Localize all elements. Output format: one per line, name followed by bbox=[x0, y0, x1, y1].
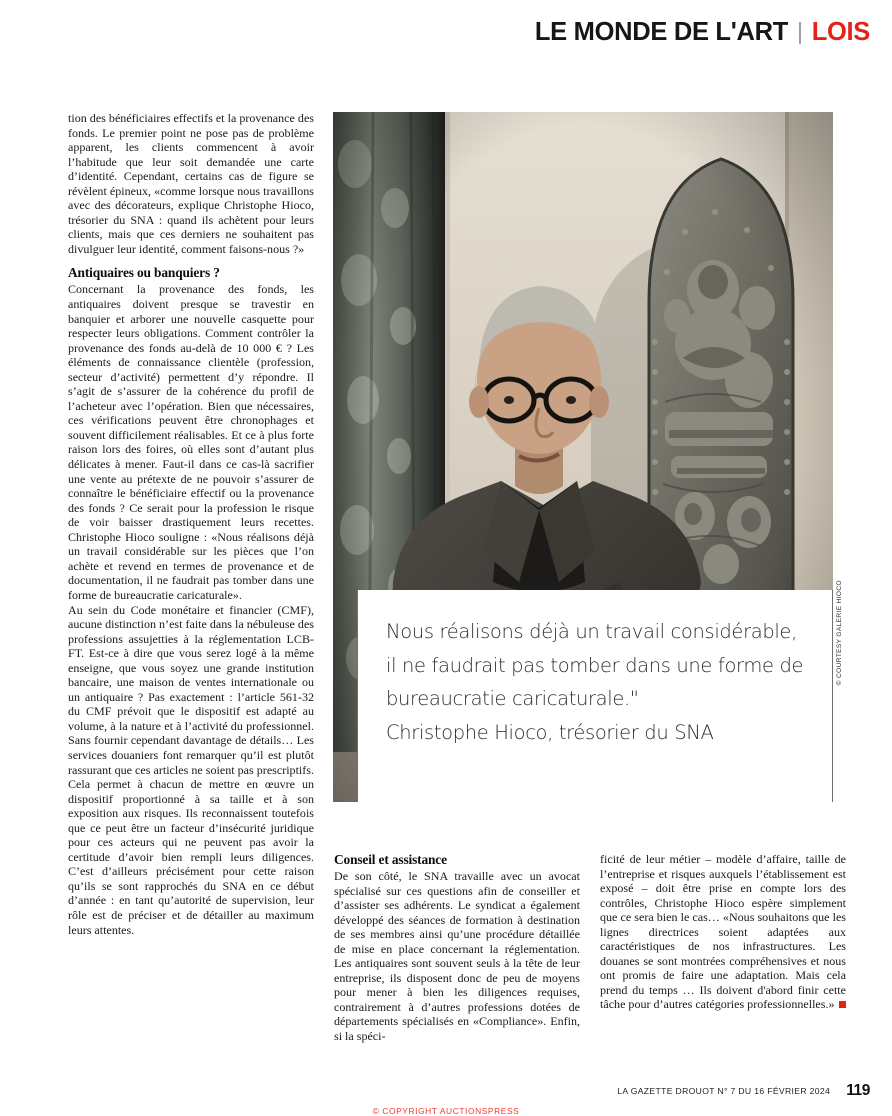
paragraph-conseil-continued-text: ficité de leur métier – modèle d’affaire, taille de l’entreprise et risques auxquels l’établissement est exposé – doit être prise en compte lors des contrôles, Christophe Hioco espère simplement que ce sera bien le cas… «Nous souhaitons que les lignes directrices soient adaptées aux caractéristiques de nos infrastructures. Les douanes se sont montrées compréhensives et nous ont promis de faire une adaptation. Mais cela prend du temps … Ils doivent d'abord finir cette tâche pour d’autres catégories professionnelles.» bbox=[600, 852, 846, 1012]
pull-quote-right-rule bbox=[832, 590, 833, 802]
section-heading-antiquaires: Antiquaires ou banquiers ? bbox=[68, 265, 220, 281]
pull-quote-attribution: Christophe Hioco, trésorier du SNA bbox=[386, 720, 714, 744]
paragraph-antiquaires-1: Concernant la provenance des fonds, les antiquaires doivent presque se travestir en banquier et arborer une nouvelle casquette pour respecter leurs obligations. Comment contrôler la provenance des fonds au-delà de 10 000 € ? Les éléments de connaissance clientèle (profession, secteur d’activité) permettent d’y répondre. Il s’agit de s’assurer de la cohérence du profil de l’acheteur avec l’opération. Bien que nécessaires, ces vérifications peuvent être chronophages et souvent difficilement réalisables. Et ce à plus forte raison lors des foires, où elles sont d’autant plus délicates à mener. Faut-il dans ce cas-là sacrifier une vente au prétexte de ne pouvoir s’assurer de connaître le bénéficiaire effectif ou la provenance des fonds ? Ce serait pour la profession le risque de voir baisser drastiquement leurs recettes. Christophe Hioco souligne : «Nous réalisons déjà un travail considérable sur les pièces que l’on achète et revend en termes de provenance et de documentation, il ne faudrait pas tomber dans une forme de bureaucratie caricaturale». bbox=[68, 282, 314, 602]
paragraph-conseil: De son côté, le SNA travaille avec un avocat spécialisé sur ces questions afin de conseiller et d’assister ses adhérents. Le syndicat a également développé des séances de formation à destination de ses membres ainsi qu’une procédure détaillée de mise en place concernant la réglementation. Les antiquaires sont souvent seuls à la tête de leur entreprise, ils disposent donc de peu de moyens pour mener à bien les diligences requises, contrairement à d’autres professions dotées de départements spécialisés en «Compliance». Enfin, si la spéci- bbox=[334, 869, 580, 1044]
section-heading-conseil: Conseil et assistance bbox=[334, 852, 447, 867]
masthead bbox=[535, 18, 870, 47]
article-left-column bbox=[68, 111, 314, 937]
article-bottom-right-column bbox=[600, 852, 846, 1012]
article-bottom-middle-column bbox=[334, 852, 580, 1044]
masthead-separator: | bbox=[797, 18, 803, 44]
masthead-accent-label: LOIS bbox=[811, 18, 870, 46]
pull-quote-left-rule bbox=[357, 590, 358, 802]
masthead-title: LE MONDE DE L'ART bbox=[534, 18, 788, 46]
end-mark bbox=[839, 1001, 846, 1008]
copyright-watermark: © COPYRIGHT AUCTIONSPRESS bbox=[372, 1106, 520, 1116]
pull-quote-body: Nous réalisons déjà un travail considérable, il ne faudrait pas tomber dans une forme de bureaucratie caricaturale." bbox=[386, 620, 804, 710]
paragraph-antiquaires-2: Au sein du Code monétaire et financier (CMF), aucune distinction n’est faite dans la nébuleuse des professions assujetties à la réglementation LCB-FT. Est-ce à dire que vous serez logé à la même enseigne, que vous soyez une grande institution bancaire, une maison de ventes internationale ou un antiquaire ? Pas exactement : l’article 561-32 du CMF prévoit que le dispositif est adapté au volume, à la nature et à l’activité du professionnel. Sans fournir cependant davantage de détails… Les services douaniers font remarquer qu’il est plutôt rassurant que ces articles ne soient pas prescriptifs. Cela permet à chacun de mettre en œuvre un dispositif proportionné à sa taille et à son exposition aux risques. Ils reconnaissent toutefois que ce peut être un facteur d’insécurité juridique pour ces acteurs qui ne peuvent pas avoir la certitude d’avoir bien rempli leurs diligences. C’est d’ailleurs précisément pour cette raison qu’ils se sont rapprochés du SNA en ce début d’année : en tant qu’autorité de supervision, leur rôle est de préciser et de détailler au maximum leurs attentes. bbox=[68, 602, 314, 937]
pull-quote-text bbox=[386, 615, 806, 749]
page-footer bbox=[617, 1082, 870, 1100]
paragraph-intro: tion des bénéficiaires effectifs et la provenance des fonds. Le premier point ne pose pas de problème apparent, les clients commencent à avoir l’habitude que leur soit demandée une carte d’identité. Cependant, certains cas de figure se révèlent épineux, «comme lorsque nous travaillons avec des décorateurs, explique Christophe Hioco, trésorier du SNA : quand ils achètent pour leurs clients, mais que ces derniers ne souhaitent pas divulguer leur identité, comment faisons-nous ?» bbox=[68, 111, 314, 256]
photo-credit: © COURTESY GALERIE HIOCO bbox=[836, 580, 843, 686]
pull-quote bbox=[357, 590, 833, 802]
footer-publication-line: LA GAZETTE DROUOT N° 7 DU 16 FÉVRIER 2024 bbox=[617, 1086, 831, 1096]
paragraph-conseil-continued bbox=[600, 852, 846, 1012]
footer-page-number: 119 bbox=[846, 1082, 870, 1099]
